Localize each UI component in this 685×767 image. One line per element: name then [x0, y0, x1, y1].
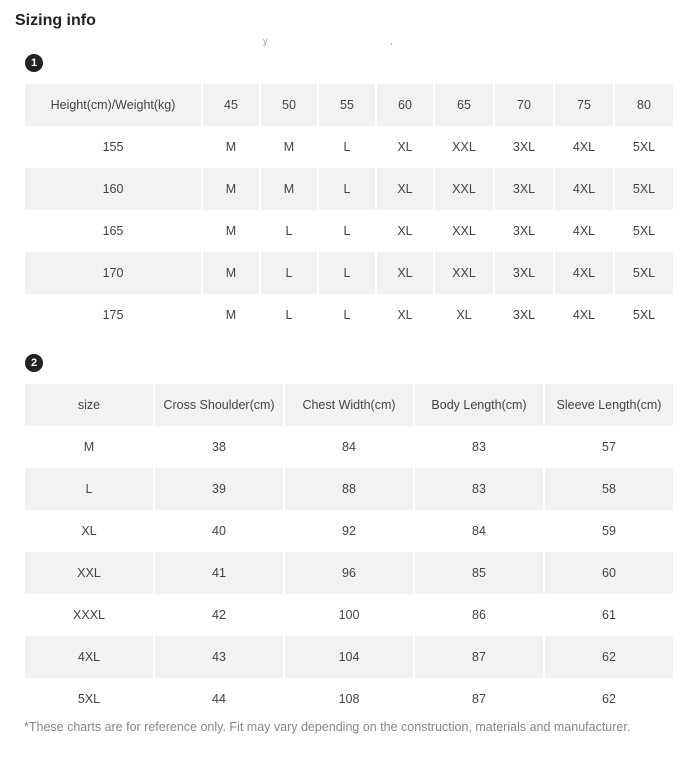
table-cell: 5XL [77, 692, 101, 706]
table-cell: 104 [285, 636, 413, 678]
header-cell: Height(cm)/Weight(kg) [25, 84, 201, 126]
table-cell: L [285, 308, 293, 322]
table-cell: 4XL [555, 252, 613, 294]
section-number-badge-2: 2 [25, 354, 43, 372]
table-cell: 175 [102, 308, 124, 322]
table-cell: XL [456, 308, 472, 322]
table-cell: 44 [212, 692, 226, 706]
header-cell: 50 [261, 84, 317, 126]
table-cell: M [225, 140, 237, 154]
table-cell: 4XL [572, 140, 596, 154]
table-cell: M [83, 440, 95, 454]
table-cell: 3XL [495, 252, 553, 294]
table-cell: 96 [285, 552, 413, 594]
measurement-row [25, 552, 673, 594]
table-cell: 4XL [572, 224, 596, 238]
table-cell: 62 [545, 636, 673, 678]
measurement-row [25, 636, 673, 678]
table-cell: L [285, 224, 293, 238]
table-cell: 88 [285, 468, 413, 510]
table-cell: 40 [212, 524, 226, 538]
header-cell: Chest Width(cm) [285, 384, 413, 426]
table-cell: XL [377, 252, 433, 294]
table-cell: XL [81, 524, 97, 538]
table-cell: 4XL [555, 168, 613, 210]
table-cell: 3XL [512, 140, 536, 154]
height-weight-row [25, 210, 673, 252]
table-cell: 61 [602, 608, 616, 622]
table-cell: 83 [415, 468, 543, 510]
table-cell: 84 [342, 440, 356, 454]
table-cell: L [261, 252, 317, 294]
height-weight-row [25, 168, 673, 210]
table-cell: 100 [338, 608, 360, 622]
table-cell: M [283, 140, 295, 154]
page-title: Sizing info [15, 12, 96, 29]
table-cell: 60 [545, 552, 673, 594]
section-number-badge-1: 1 [25, 54, 43, 72]
table-cell: 58 [545, 468, 673, 510]
table-cell: 83 [472, 440, 486, 454]
header-cell: Sleeve Length(cm) [545, 384, 673, 426]
header-cell: 80 [615, 84, 673, 126]
table-cell: 92 [342, 524, 356, 538]
header-cell: Body Length(cm) [415, 384, 543, 426]
table-cell: L [25, 468, 153, 510]
table-cell: L [343, 224, 351, 238]
table-cell: 5XL [632, 224, 656, 238]
table-cell: XXL [25, 552, 153, 594]
measurement-row [25, 426, 673, 468]
table-cell: 59 [602, 524, 616, 538]
table-cell: 62 [602, 692, 616, 706]
header-cell: 45 [203, 84, 259, 126]
table-cell: 39 [155, 468, 283, 510]
table-cell: 4XL [25, 636, 153, 678]
measurement-header-row [25, 384, 673, 426]
table-cell: 85 [415, 552, 543, 594]
table-cell: 165 [102, 224, 124, 238]
measurement-row [25, 510, 673, 552]
table-cell: XXL [435, 168, 493, 210]
table-cell: L [319, 252, 375, 294]
garment-measurement-table [23, 384, 675, 720]
height-weight-row [25, 126, 673, 168]
table-cell: 3XL [512, 224, 536, 238]
measurement-row [25, 594, 673, 636]
table-cell: XXL [452, 140, 476, 154]
table-cell: 160 [25, 168, 201, 210]
table-cell: 5XL [632, 308, 656, 322]
footnote: *These charts are for reference only. Fit may vary depending on the construction, materials and manufacturer. [24, 720, 631, 734]
table-cell: 57 [602, 440, 616, 454]
table-cell: 5XL [632, 140, 656, 154]
table-cell: L [343, 140, 351, 154]
height-weight-size-table [23, 84, 675, 336]
table-cell: 87 [415, 636, 543, 678]
height-weight-row [25, 294, 673, 336]
table-cell: M [261, 168, 317, 210]
table-cell: 155 [102, 140, 124, 154]
table-cell: 3XL [512, 308, 536, 322]
table-cell: L [319, 168, 375, 210]
table-cell: 86 [472, 608, 486, 622]
table-cell: 42 [212, 608, 226, 622]
table-cell: 41 [155, 552, 283, 594]
table-cell: 5XL [615, 168, 673, 210]
faint-text: y , [263, 36, 453, 46]
table-cell: XXXL [73, 608, 105, 622]
table-cell: 84 [472, 524, 486, 538]
table-cell: L [343, 308, 351, 322]
height-weight-header-row [25, 84, 673, 126]
table-cell: XL [377, 168, 433, 210]
table-cell: 38 [212, 440, 226, 454]
table-cell: 5XL [615, 252, 673, 294]
table-cell: XL [397, 140, 413, 154]
height-weight-row [25, 252, 673, 294]
table-cell: 4XL [572, 308, 596, 322]
table-cell: M [225, 224, 237, 238]
table-cell: 43 [155, 636, 283, 678]
table-cell: M [225, 308, 237, 322]
table-cell: XXL [452, 224, 476, 238]
table-cell: XXL [435, 252, 493, 294]
header-cell: Cross Shoulder(cm) [155, 384, 283, 426]
table-cell: M [203, 252, 259, 294]
table-cell: 170 [25, 252, 201, 294]
header-cell: 75 [555, 84, 613, 126]
header-cell: size [25, 384, 153, 426]
table-cell: 87 [472, 692, 486, 706]
table-cell: XL [397, 224, 413, 238]
table-cell: M [203, 168, 259, 210]
header-cell: 55 [319, 84, 375, 126]
measurement-row [25, 678, 673, 720]
header-cell: 60 [377, 84, 433, 126]
header-cell: 65 [435, 84, 493, 126]
header-cell: 70 [495, 84, 553, 126]
table-cell: 108 [338, 692, 360, 706]
table-cell: XL [397, 308, 413, 322]
measurement-row [25, 468, 673, 510]
table-cell: 3XL [495, 168, 553, 210]
